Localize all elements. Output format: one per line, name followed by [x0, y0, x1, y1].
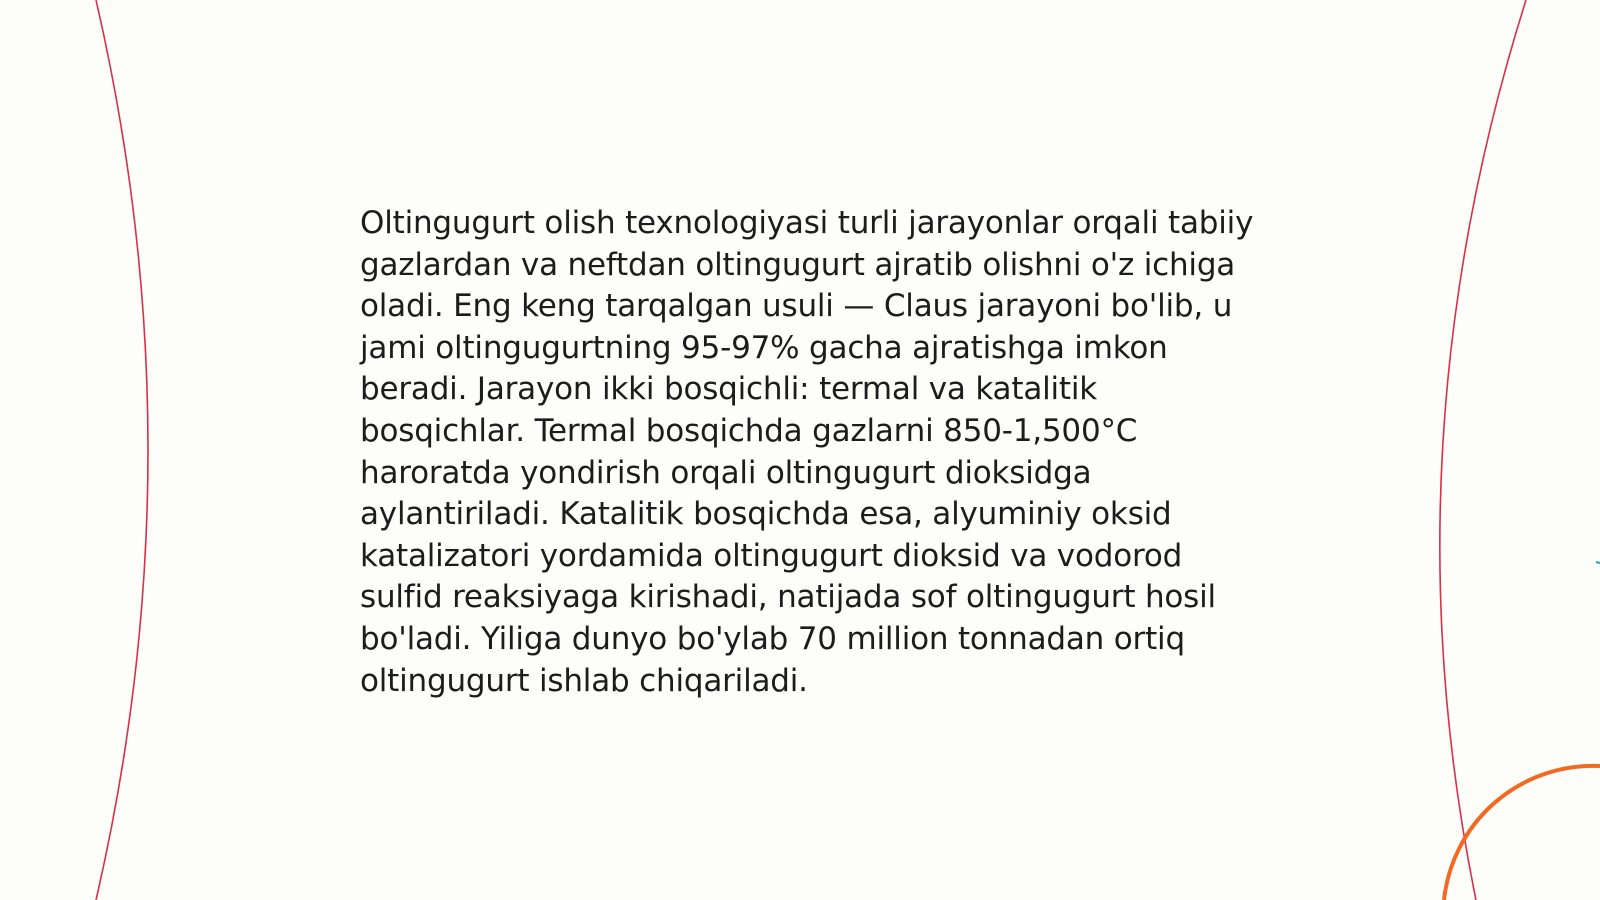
orange-accent-arc: [1444, 766, 1600, 900]
body-paragraph: Oltingugurt olish texnologiyasi turli jarayonlar orqali tabiiy gazlardan va neftdan oltingugurt ajratib olishni o'z ichiga oladi. Eng keng tarqalgan usuli — Claus jarayoni bo'lib, u jami oltingugurtning 95-97% gacha ajratishga imkon beradi. Jarayon ikki bosqichli: termal va katalitik bosqichlar. Termal bosqichda gazlarni 850-1,500°C haroratda yondirish orqali oltingugurt dioksidga aylantiriladi. Katalitik bosqichda esa, alyuminiy oksid katalizatori yordamida oltingugurt dioksid va vodorod sulfid reaksiyaga kirishadi, natijada sof oltingugurt hosil bo'ladi. Yiliga dunyo bo'ylab 70 million tonnadan ortiq oltingugurt ishlab chiqariladi.: [360, 205, 1254, 699]
right-arc-line: [1440, 0, 1526, 900]
blue-accent-tick: [1596, 562, 1600, 563]
left-arc-line: [96, 0, 148, 900]
